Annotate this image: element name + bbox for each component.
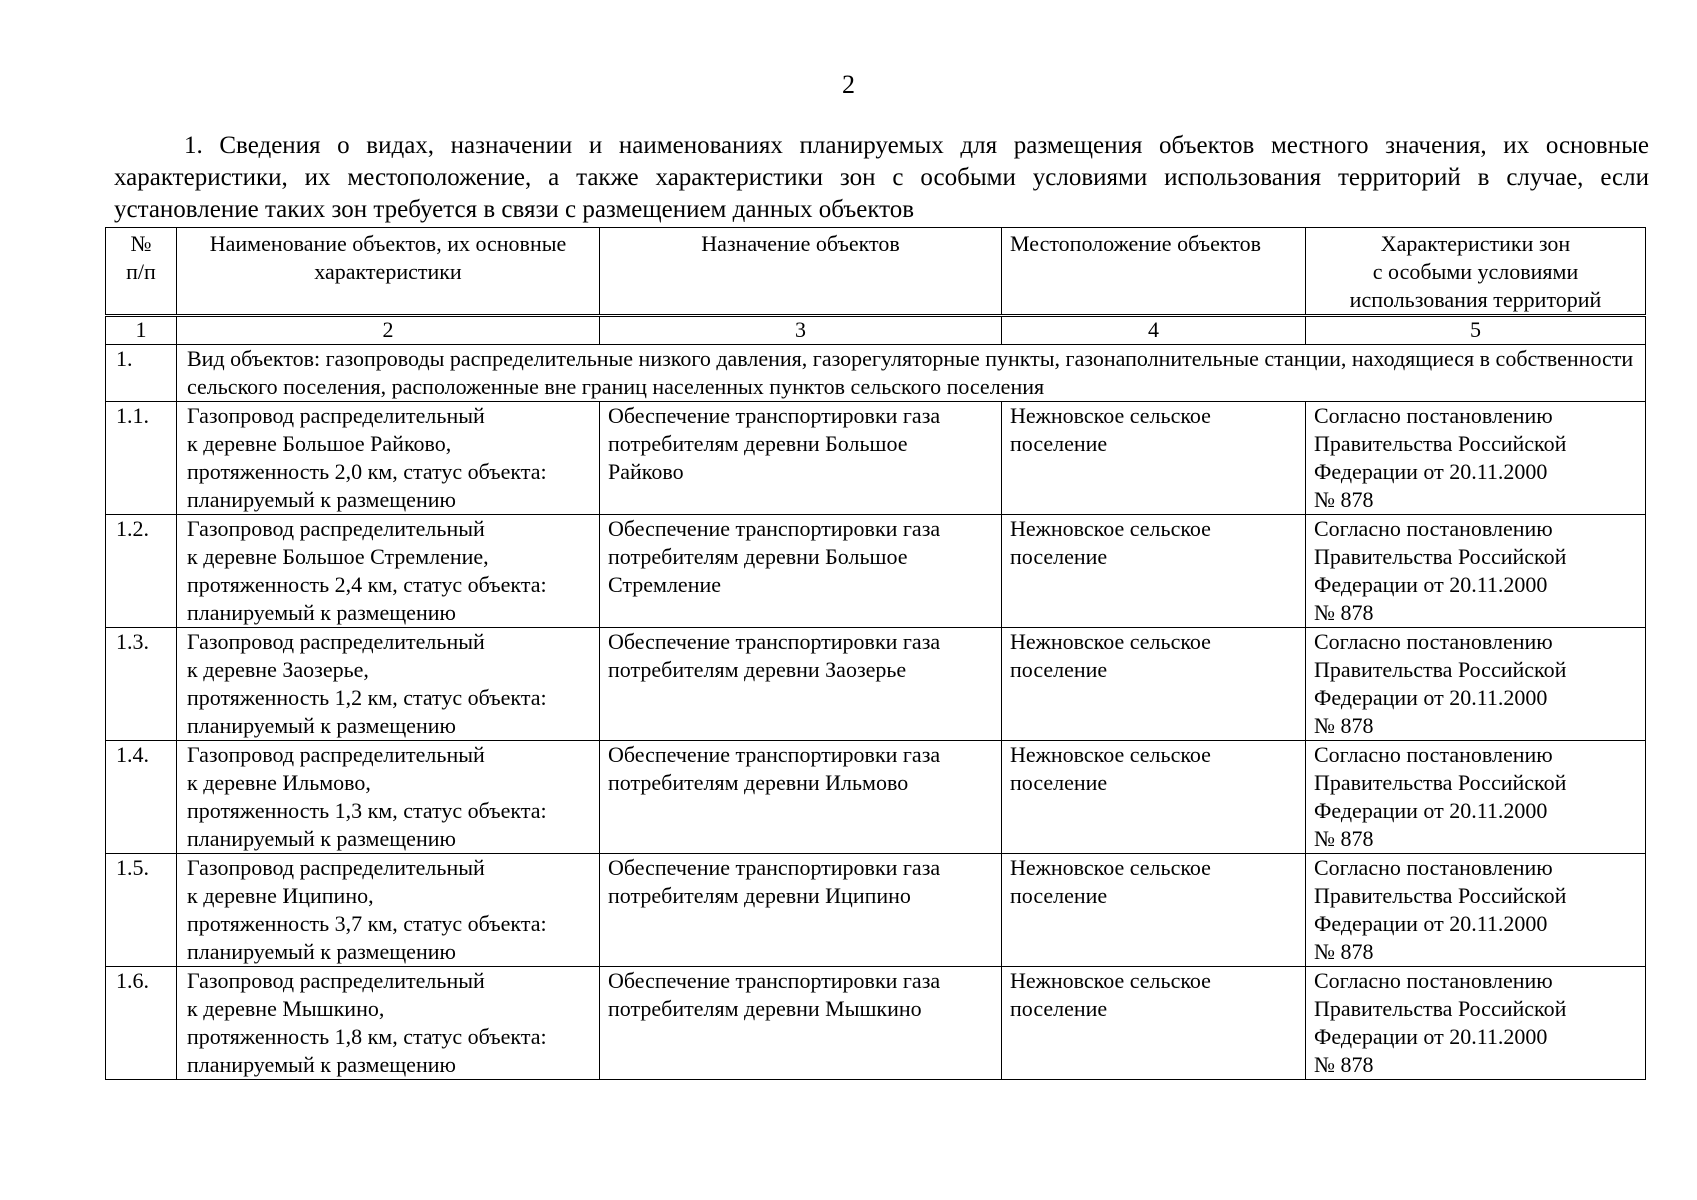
cell-line: Обеспечение транспортировки газа xyxy=(608,629,941,654)
cell-line: поселение xyxy=(1010,431,1108,456)
group-index: 1. xyxy=(106,345,177,402)
cell-line: поселение xyxy=(1010,996,1108,1021)
cell-line: № xyxy=(130,231,152,256)
row-index: 1.2. xyxy=(106,515,177,628)
object-purpose-cell xyxy=(600,402,1002,515)
cell-line: поселение xyxy=(1010,883,1108,908)
row-index: 1.6. xyxy=(106,967,177,1080)
cell-line: Обеспечение транспортировки газа xyxy=(608,403,941,428)
object-name-cell xyxy=(177,967,600,1080)
cell-line: Федерации от 20.11.2000 xyxy=(1314,572,1548,597)
cell-line: Нежновское сельское xyxy=(1010,855,1211,880)
cell-line: потребителям деревни Большое xyxy=(608,431,908,456)
cell-line: протяженность 3,7 км, статус объекта: xyxy=(187,911,547,936)
object-zones-cell xyxy=(1306,854,1646,967)
header-cell-location xyxy=(1002,228,1306,315)
object-zones-cell xyxy=(1306,402,1646,515)
object-zones-cell xyxy=(1306,515,1646,628)
cell-line: Обеспечение транспортировки газа xyxy=(608,516,941,541)
cell-line: к деревне Иципино, xyxy=(187,883,374,908)
column-numbers-row xyxy=(106,317,1646,345)
table-row xyxy=(106,967,1646,1080)
object-zones-cell xyxy=(1306,741,1646,854)
row-index: 1.5. xyxy=(106,854,177,967)
objects-table xyxy=(105,316,1646,1080)
cell-line: Правительства Российской xyxy=(1314,770,1567,795)
cell-line: Местоположение объектов xyxy=(1010,231,1261,256)
cell-line: Правительства Российской xyxy=(1314,544,1567,569)
cell-line: Газопровод распределительный xyxy=(187,855,485,880)
cell-line: Райково xyxy=(608,459,684,484)
table-row xyxy=(106,741,1646,854)
object-location-cell xyxy=(1002,402,1306,515)
cell-line: к деревне Большое Райково, xyxy=(187,431,452,456)
object-name-cell xyxy=(177,741,600,854)
cell-line: планируемый к размещению xyxy=(187,1052,456,1077)
cell-line: к деревне Мышкино, xyxy=(187,996,385,1021)
cell-line: поселение xyxy=(1010,657,1108,682)
cell-line: к деревне Заозерье, xyxy=(187,657,369,682)
cell-line: Газопровод распределительный xyxy=(187,742,485,767)
cell-line: протяженность 2,0 км, статус объекта: xyxy=(187,459,547,484)
object-location-cell xyxy=(1002,854,1306,967)
column-number: 2 xyxy=(177,317,600,345)
cell-line: планируемый к размещению xyxy=(187,826,456,851)
cell-line: использования территорий xyxy=(1349,287,1602,312)
group-row xyxy=(106,345,1646,402)
cell-line: характеристики xyxy=(314,259,462,284)
cell-line: Газопровод распределительный xyxy=(187,403,485,428)
cell-line: Обеспечение транспортировки газа xyxy=(608,855,941,880)
column-number: 4 xyxy=(1002,317,1306,345)
section-heading: 1. Сведения о видах, назначении и наименованиях планируемых для размещения объектов местного значения, их основные характеристики, их местоположение, а также характеристики зон с особыми условиями использования территорий в случае, если установление таких зон требуется в связи с размещением данных объектов xyxy=(114,132,1649,223)
cell-line: Правительства Российской xyxy=(1314,996,1567,1021)
object-zones-cell xyxy=(1306,628,1646,741)
object-name-cell xyxy=(177,515,600,628)
object-location-cell xyxy=(1002,515,1306,628)
cell-line: планируемый к размещению xyxy=(187,600,456,625)
cell-line: Федерации от 20.11.2000 xyxy=(1314,911,1548,936)
column-number: 5 xyxy=(1306,317,1646,345)
cell-line: Правительства Российской xyxy=(1314,431,1567,456)
cell-line: Нежновское сельское xyxy=(1010,742,1211,767)
cell-line: Газопровод распределительный xyxy=(187,629,485,654)
cell-line: Обеспечение транспортировки газа xyxy=(608,742,941,767)
cell-line: Правительства Российской xyxy=(1314,657,1567,682)
cell-line: планируемый к размещению xyxy=(187,713,456,738)
cell-line: потребителям деревни Иципино xyxy=(608,883,911,908)
cell-line: Нежновское сельское xyxy=(1010,403,1211,428)
cell-line: Наименование объектов, их основные xyxy=(209,231,567,256)
cell-line: потребителям деревни Большое xyxy=(608,544,908,569)
cell-line: № 878 xyxy=(1314,600,1374,625)
cell-line: № 878 xyxy=(1314,939,1374,964)
cell-line: планируемый к размещению xyxy=(187,939,456,964)
cell-line: № 878 xyxy=(1314,713,1374,738)
table-row xyxy=(106,628,1646,741)
object-location-cell xyxy=(1002,628,1306,741)
cell-line: поселение xyxy=(1010,770,1108,795)
header-cell-zones xyxy=(1306,228,1646,315)
cell-line: Федерации от 20.11.2000 xyxy=(1314,1024,1548,1049)
cell-line: п/п xyxy=(126,259,156,284)
cell-line: Федерации от 20.11.2000 xyxy=(1314,798,1548,823)
object-purpose-cell xyxy=(600,515,1002,628)
cell-line: № 878 xyxy=(1314,1052,1374,1077)
row-index: 1.3. xyxy=(106,628,177,741)
cell-line: Правительства Российской xyxy=(1314,883,1567,908)
cell-line: потребителям деревни Заозерье xyxy=(608,657,907,682)
cell-line: Назначение объектов xyxy=(701,231,900,256)
group-description: Вид объектов: газопроводы распределительные низкого давления, газорегуляторные пункты, газонаполнительные станции, находящиеся в собственности сельского поселения, расположенные вне границ населенных пунктов сельского поселения xyxy=(177,345,1646,402)
object-purpose-cell xyxy=(600,967,1002,1080)
row-index: 1.1. xyxy=(106,402,177,515)
cell-line: Нежновское сельское xyxy=(1010,968,1211,993)
object-location-cell xyxy=(1002,741,1306,854)
header-row xyxy=(106,228,1646,315)
cell-line: Согласно постановлению xyxy=(1314,516,1553,541)
cell-line: Согласно постановлению xyxy=(1314,855,1553,880)
cell-line: Нежновское сельское xyxy=(1010,516,1211,541)
object-purpose-cell xyxy=(600,741,1002,854)
cell-line: Согласно постановлению xyxy=(1314,629,1553,654)
cell-line: Обеспечение транспортировки газа xyxy=(608,968,941,993)
object-purpose-cell xyxy=(600,628,1002,741)
cell-line: Нежновское сельское xyxy=(1010,629,1211,654)
object-name-cell xyxy=(177,628,600,741)
row-index: 1.4. xyxy=(106,741,177,854)
cell-line: № 878 xyxy=(1314,826,1374,851)
cell-line: с особыми условиями xyxy=(1372,259,1579,284)
cell-line: Газопровод распределительный xyxy=(187,516,485,541)
cell-line: к деревне Ильмово, xyxy=(187,770,371,795)
table-header xyxy=(105,227,1646,315)
cell-line: поселение xyxy=(1010,544,1108,569)
header-cell-number xyxy=(106,228,177,315)
page-number: 2 xyxy=(842,70,855,99)
cell-line: потребителям деревни Ильмово xyxy=(608,770,909,795)
object-purpose-cell xyxy=(600,854,1002,967)
object-name-cell xyxy=(177,854,600,967)
table-row xyxy=(106,402,1646,515)
table-row xyxy=(106,515,1646,628)
column-number: 1 xyxy=(106,317,177,345)
column-number: 3 xyxy=(600,317,1002,345)
header-cell-name xyxy=(177,228,600,315)
cell-line: Газопровод распределительный xyxy=(187,968,485,993)
cell-line: Характеристики зон xyxy=(1380,231,1571,256)
header-cell-purpose xyxy=(600,228,1002,315)
cell-line: Согласно постановлению xyxy=(1314,403,1553,428)
object-name-cell xyxy=(177,402,600,515)
cell-line: к деревне Большое Стремление, xyxy=(187,544,489,569)
cell-line: Стремление xyxy=(608,572,722,597)
cell-line: Федерации от 20.11.2000 xyxy=(1314,685,1548,710)
cell-line: Согласно постановлению xyxy=(1314,742,1553,767)
cell-line: Согласно постановлению xyxy=(1314,968,1553,993)
cell-line: протяженность 1,8 км, статус объекта: xyxy=(187,1024,547,1049)
cell-line: протяженность 2,4 км, статус объекта: xyxy=(187,572,547,597)
table-row xyxy=(106,854,1646,967)
cell-line: протяженность 1,3 км, статус объекта: xyxy=(187,798,547,823)
cell-line: протяженность 1,2 км, статус объекта: xyxy=(187,685,547,710)
object-zones-cell xyxy=(1306,967,1646,1080)
cell-line: Федерации от 20.11.2000 xyxy=(1314,459,1548,484)
cell-line: № 878 xyxy=(1314,487,1374,512)
cell-line: планируемый к размещению xyxy=(187,487,456,512)
object-location-cell xyxy=(1002,967,1306,1080)
cell-line: потребителям деревни Мышкино xyxy=(608,996,922,1021)
